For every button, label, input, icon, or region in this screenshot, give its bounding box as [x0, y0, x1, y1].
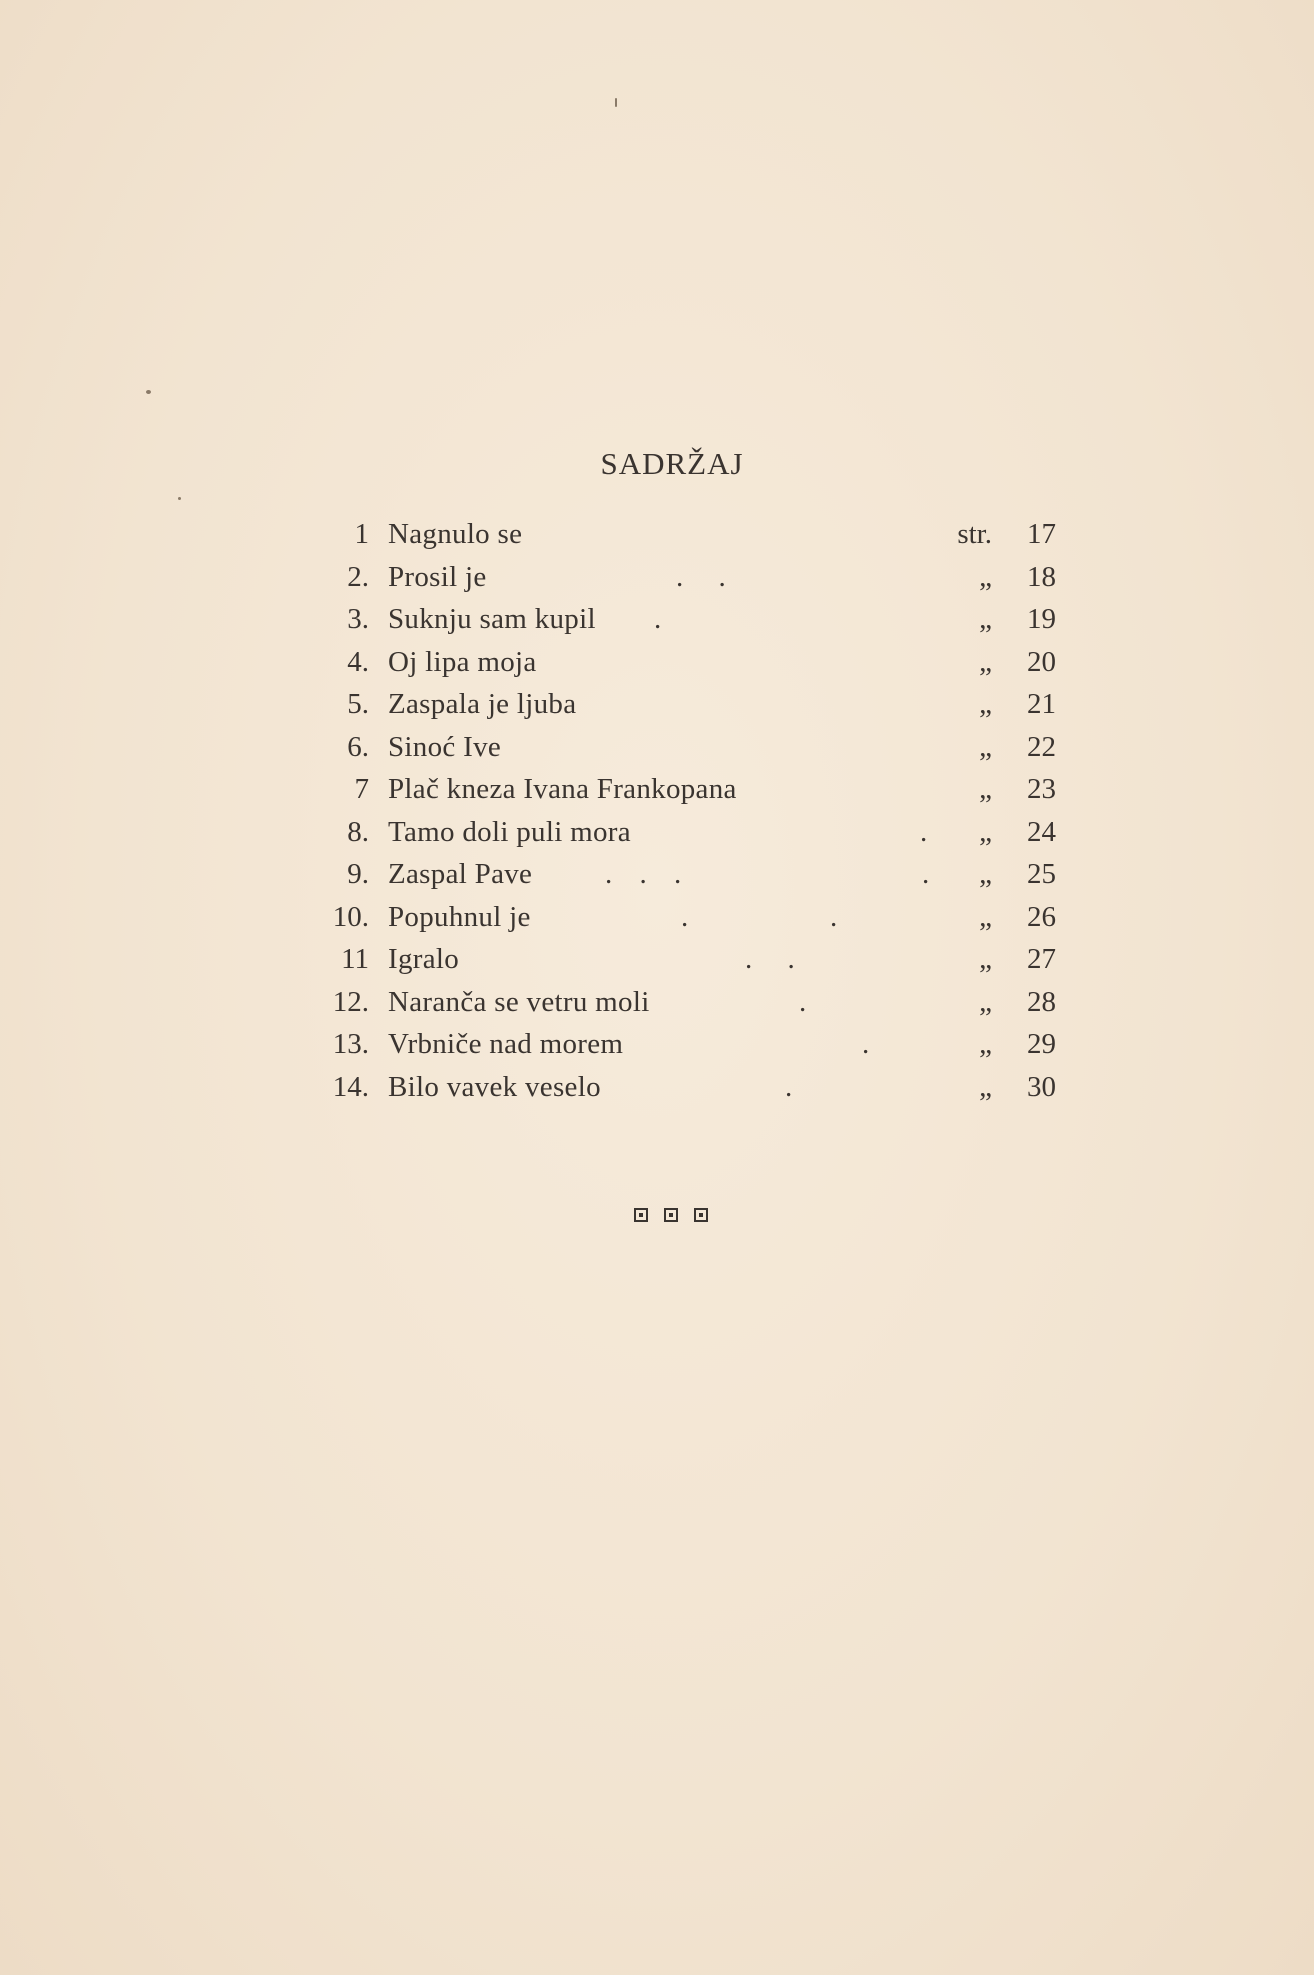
entry-title: Nagnulo se — [388, 518, 523, 550]
leader-dots: . — [785, 1070, 807, 1103]
entry-number: 3. — [347, 603, 369, 635]
entry-number: 6. — [347, 730, 369, 763]
square-ornament-icon — [694, 1208, 708, 1222]
entry-number: 8. — [347, 815, 369, 848]
toc-entry — [0, 726, 1314, 769]
three-square-ornament — [0, 1208, 1314, 1222]
page-reference-label: „ — [979, 900, 992, 933]
page-reference-label: „ — [979, 773, 992, 805]
page-reference-label: „ — [979, 815, 992, 848]
toc-entry — [0, 556, 1314, 599]
square-ornament-icon — [634, 1208, 648, 1222]
toc-entry — [0, 641, 1314, 684]
square-ornament-icon — [664, 1208, 678, 1222]
toc-entry — [0, 513, 1314, 556]
toc-entry — [0, 598, 1314, 641]
toc-entry — [0, 981, 1314, 1024]
page-number: 30 — [1027, 1070, 1056, 1103]
page-number: 26 — [1027, 900, 1056, 933]
entry-title: Sinoć Ive — [388, 730, 502, 763]
toc-entry — [0, 938, 1314, 981]
page-number: 24 — [1027, 815, 1056, 848]
leader-dots: . — [830, 900, 852, 933]
toc-entry — [0, 1023, 1314, 1066]
entry-title: Naranča se vetru moli — [388, 985, 650, 1018]
paper-speck — [178, 497, 181, 500]
page-number: 29 — [1027, 1028, 1056, 1060]
entry-title: Oj lipa moja — [388, 645, 537, 678]
page-number: 22 — [1027, 730, 1056, 763]
entry-number: 11 — [341, 943, 369, 975]
entry-number: 5. — [347, 688, 369, 720]
toc-entry — [0, 683, 1314, 726]
leader-dots: . — [654, 603, 676, 635]
page-number: 27 — [1027, 943, 1056, 975]
page-reference-label: „ — [979, 645, 992, 678]
page-reference-label: „ — [979, 603, 992, 635]
toc-entry — [0, 853, 1314, 896]
entry-title: Zaspala je ljuba — [388, 688, 577, 720]
leader-dots: . . — [745, 943, 809, 975]
entry-title: Plač kneza Ivana Frankopana — [388, 773, 737, 805]
page-number: 25 — [1027, 858, 1056, 890]
entry-title: Prosil je — [388, 560, 487, 593]
page-reference-label: „ — [979, 730, 992, 763]
entry-title: Igralo — [388, 943, 460, 975]
page-number: 18 — [1027, 560, 1056, 593]
page-number: 23 — [1027, 773, 1056, 805]
leader-dots: . . — [676, 560, 740, 593]
page-reference-label: „ — [979, 1070, 992, 1103]
table-of-contents — [0, 513, 1314, 1108]
entry-number: 13. — [332, 1028, 369, 1060]
page-reference-label: „ — [979, 985, 992, 1018]
leader-dots: . — [862, 1028, 884, 1060]
entry-number: 9. — [347, 858, 369, 890]
page-number: 17 — [1027, 518, 1056, 550]
leader-dots: . — [922, 858, 944, 890]
entry-title: Popuhnul je — [388, 900, 531, 933]
toc-entry — [0, 896, 1314, 939]
page-number: 19 — [1027, 603, 1056, 635]
toc-entry — [0, 1066, 1314, 1109]
entry-number: 10. — [332, 900, 369, 933]
entry-title: Vrbniče nad morem — [388, 1028, 624, 1060]
entry-number: 4. — [347, 645, 369, 678]
entry-title: Bilo vavek veselo — [388, 1070, 601, 1103]
entry-number: 2. — [347, 560, 369, 593]
page-number: 20 — [1027, 645, 1056, 678]
toc-entry — [0, 811, 1314, 854]
leader-dots: . — [681, 900, 703, 933]
entry-number: 7 — [354, 773, 369, 805]
entry-title: Zaspal Pave — [388, 858, 533, 890]
paper-speck — [146, 390, 151, 394]
leader-dots: . — [799, 985, 821, 1018]
page-reference-label: „ — [979, 688, 992, 720]
entry-title: Suknju sam kupil — [388, 603, 596, 635]
page-reference-label: „ — [979, 1028, 992, 1060]
leader-dots: . — [920, 815, 942, 848]
page-title: SADRŽAJ — [600, 446, 744, 481]
page-reference-label: str. — [957, 518, 992, 550]
entry-number: 1 — [354, 518, 369, 550]
leader-dots: . . . — [605, 858, 692, 890]
page-reference-label: „ — [979, 560, 992, 593]
page-number: 21 — [1027, 688, 1056, 720]
entry-number: 14. — [332, 1070, 369, 1103]
page-number: 28 — [1027, 985, 1056, 1018]
entry-title: Tamo doli puli mora — [388, 815, 631, 848]
page-reference-label: „ — [979, 943, 992, 975]
page-reference-label: „ — [979, 858, 992, 890]
entry-number: 12. — [332, 985, 369, 1018]
toc-entry — [0, 768, 1314, 811]
paper-speck — [615, 98, 617, 107]
